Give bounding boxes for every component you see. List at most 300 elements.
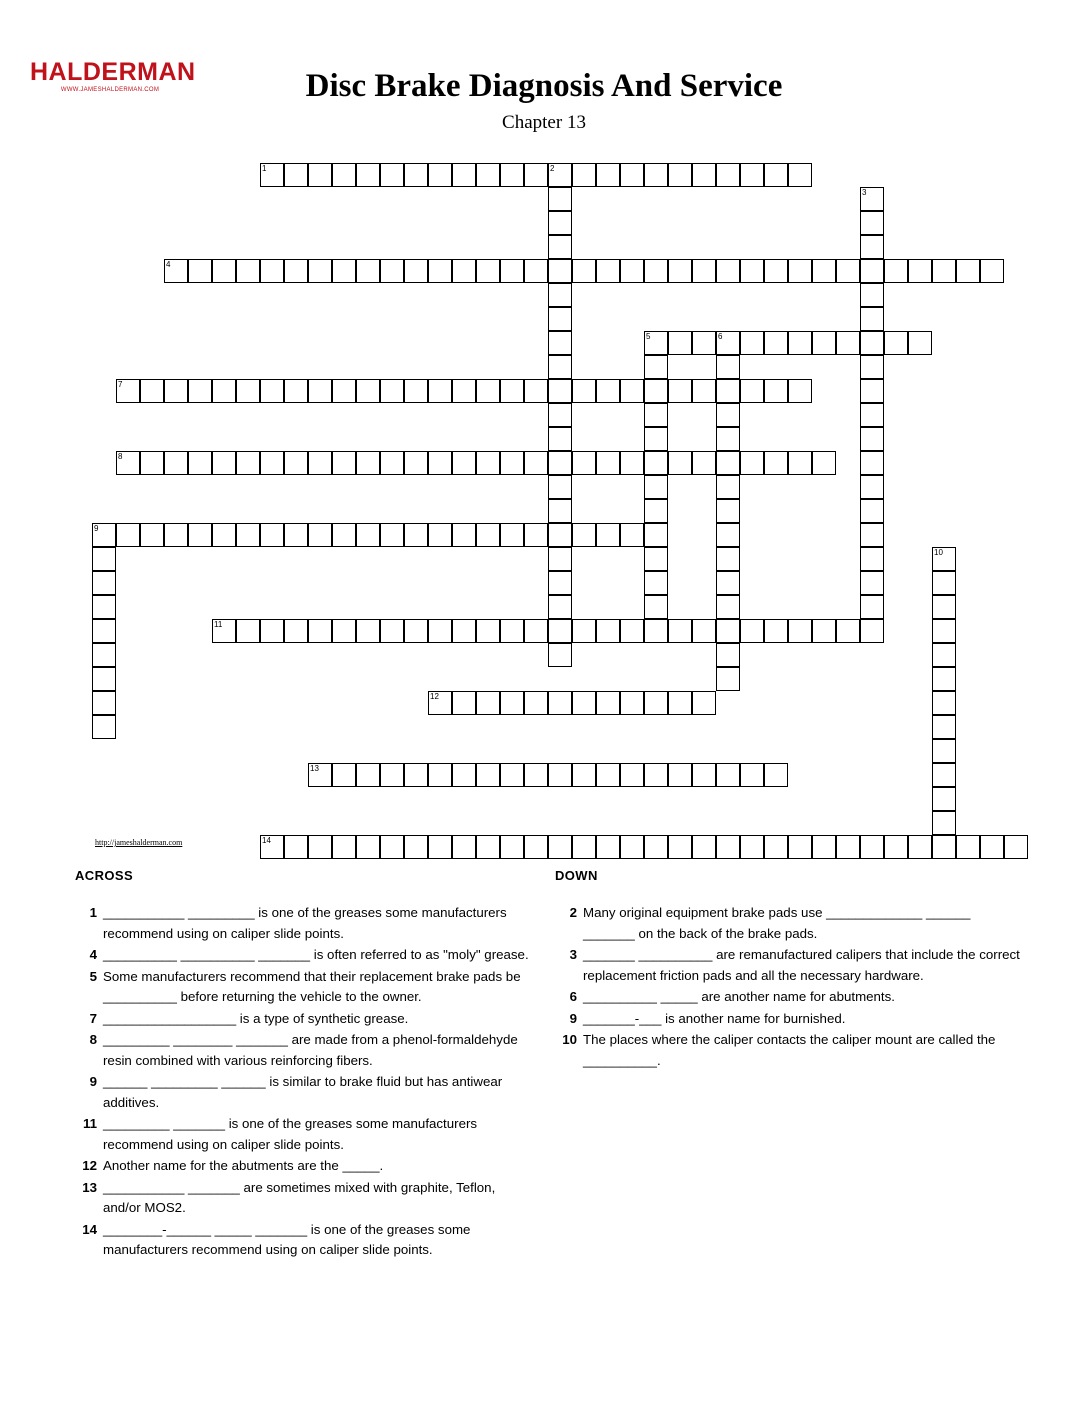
grid-cell[interactable] xyxy=(548,595,572,619)
grid-cell[interactable] xyxy=(932,595,956,619)
grid-cell[interactable] xyxy=(308,379,332,403)
grid-cell[interactable] xyxy=(428,163,452,187)
grid-cell[interactable] xyxy=(596,523,620,547)
grid-cell[interactable] xyxy=(572,619,596,643)
grid-cell[interactable] xyxy=(572,763,596,787)
grid-cell[interactable] xyxy=(740,835,764,859)
grid-cell[interactable] xyxy=(164,379,188,403)
grid-cell[interactable] xyxy=(644,451,668,475)
grid-cell[interactable] xyxy=(884,835,908,859)
grid-cell[interactable] xyxy=(548,547,572,571)
grid-cell[interactable] xyxy=(860,211,884,235)
grid-cell[interactable] xyxy=(572,691,596,715)
grid-cell[interactable] xyxy=(620,259,644,283)
grid-cell[interactable] xyxy=(140,451,164,475)
grid-cell[interactable] xyxy=(548,619,572,643)
grid-cell[interactable] xyxy=(548,355,572,379)
grid-cell[interactable] xyxy=(188,259,212,283)
grid-cell[interactable] xyxy=(932,715,956,739)
grid-cell[interactable] xyxy=(884,259,908,283)
grid-cell[interactable] xyxy=(764,451,788,475)
grid-cell[interactable] xyxy=(500,259,524,283)
grid-cell-start-6[interactable] xyxy=(716,331,740,355)
grid-cell[interactable] xyxy=(308,835,332,859)
grid-cell[interactable] xyxy=(716,259,740,283)
grid-cell[interactable] xyxy=(476,379,500,403)
grid-cell[interactable] xyxy=(620,619,644,643)
grid-cell[interactable] xyxy=(764,835,788,859)
grid-cell[interactable] xyxy=(500,163,524,187)
grid-cell[interactable] xyxy=(596,163,620,187)
grid-cell[interactable] xyxy=(260,451,284,475)
grid-cell[interactable] xyxy=(980,259,1004,283)
grid-cell[interactable] xyxy=(644,763,668,787)
grid-cell[interactable] xyxy=(548,427,572,451)
grid-cell[interactable] xyxy=(572,523,596,547)
grid-cell[interactable] xyxy=(404,763,428,787)
grid-cell[interactable] xyxy=(452,763,476,787)
grid-cell[interactable] xyxy=(332,259,356,283)
grid-cell[interactable] xyxy=(92,547,116,571)
grid-cell[interactable] xyxy=(260,379,284,403)
grid-cell[interactable] xyxy=(668,835,692,859)
grid-cell[interactable] xyxy=(428,451,452,475)
grid-cell[interactable] xyxy=(284,379,308,403)
grid-cell-start-2[interactable] xyxy=(548,163,572,187)
grid-cell[interactable] xyxy=(284,523,308,547)
grid-cell[interactable] xyxy=(572,451,596,475)
grid-cell[interactable] xyxy=(812,331,836,355)
grid-cell[interactable] xyxy=(572,163,596,187)
grid-cell-start-7[interactable] xyxy=(116,379,140,403)
grid-cell[interactable] xyxy=(716,523,740,547)
grid-cell[interactable] xyxy=(92,619,116,643)
grid-cell[interactable] xyxy=(716,763,740,787)
grid-cell[interactable] xyxy=(476,163,500,187)
grid-cell[interactable] xyxy=(548,643,572,667)
grid-cell[interactable] xyxy=(740,259,764,283)
grid-cell[interactable] xyxy=(236,619,260,643)
grid-cell[interactable] xyxy=(788,619,812,643)
grid-cell[interactable] xyxy=(428,619,452,643)
grid-cell[interactable] xyxy=(308,619,332,643)
grid-cell[interactable] xyxy=(164,451,188,475)
grid-cell[interactable] xyxy=(740,163,764,187)
grid-cell[interactable] xyxy=(404,619,428,643)
grid-cell[interactable] xyxy=(764,619,788,643)
grid-cell[interactable] xyxy=(452,691,476,715)
grid-cell[interactable] xyxy=(596,691,620,715)
grid-cell-start-14[interactable] xyxy=(260,835,284,859)
grid-cell[interactable] xyxy=(740,451,764,475)
grid-cell[interactable] xyxy=(548,475,572,499)
grid-cell[interactable] xyxy=(548,307,572,331)
grid-cell[interactable] xyxy=(860,379,884,403)
grid-cell[interactable] xyxy=(356,451,380,475)
grid-cell[interactable] xyxy=(380,523,404,547)
grid-cell[interactable] xyxy=(332,619,356,643)
grid-cell[interactable] xyxy=(548,283,572,307)
grid-cell[interactable] xyxy=(428,835,452,859)
grid-cell[interactable] xyxy=(860,427,884,451)
grid-cell-start-9[interactable] xyxy=(92,523,116,547)
grid-cell[interactable] xyxy=(716,667,740,691)
grid-cell[interactable] xyxy=(404,259,428,283)
grid-cell[interactable] xyxy=(932,739,956,763)
grid-cell[interactable] xyxy=(332,379,356,403)
grid-cell[interactable] xyxy=(716,643,740,667)
grid-cell[interactable] xyxy=(188,451,212,475)
grid-cell[interactable] xyxy=(500,619,524,643)
grid-cell[interactable] xyxy=(644,427,668,451)
grid-cell[interactable] xyxy=(644,403,668,427)
grid-cell[interactable] xyxy=(692,163,716,187)
grid-cell[interactable] xyxy=(572,835,596,859)
grid-cell[interactable] xyxy=(788,331,812,355)
grid-cell[interactable] xyxy=(236,523,260,547)
grid-cell[interactable] xyxy=(596,379,620,403)
grid-cell[interactable] xyxy=(212,379,236,403)
grid-cell[interactable] xyxy=(500,379,524,403)
grid-cell[interactable] xyxy=(788,163,812,187)
grid-cell[interactable] xyxy=(188,379,212,403)
grid-cell[interactable] xyxy=(716,571,740,595)
grid-cell[interactable] xyxy=(476,691,500,715)
grid-cell[interactable] xyxy=(92,691,116,715)
grid-cell[interactable] xyxy=(524,259,548,283)
grid-cell[interactable] xyxy=(404,451,428,475)
grid-cell[interactable] xyxy=(524,835,548,859)
grid-cell-start-3[interactable] xyxy=(860,187,884,211)
grid-cell[interactable] xyxy=(668,619,692,643)
grid-cell[interactable] xyxy=(332,451,356,475)
grid-cell[interactable] xyxy=(812,259,836,283)
grid-cell[interactable] xyxy=(668,163,692,187)
grid-cell[interactable] xyxy=(692,835,716,859)
grid-cell[interactable] xyxy=(932,571,956,595)
grid-cell[interactable] xyxy=(884,331,908,355)
grid-cell[interactable] xyxy=(932,763,956,787)
grid-cell[interactable] xyxy=(932,811,956,835)
grid-cell[interactable] xyxy=(524,523,548,547)
grid-cell[interactable] xyxy=(620,379,644,403)
grid-cell[interactable] xyxy=(644,571,668,595)
grid-cell[interactable] xyxy=(356,259,380,283)
grid-cell[interactable] xyxy=(620,451,644,475)
grid-cell[interactable] xyxy=(668,691,692,715)
grid-cell[interactable] xyxy=(308,259,332,283)
grid-cell[interactable] xyxy=(740,619,764,643)
grid-cell[interactable] xyxy=(524,691,548,715)
grid-cell[interactable] xyxy=(356,523,380,547)
grid-cell[interactable] xyxy=(524,163,548,187)
grid-cell[interactable] xyxy=(260,523,284,547)
grid-cell[interactable] xyxy=(380,451,404,475)
grid-cell[interactable] xyxy=(836,835,860,859)
grid-cell[interactable] xyxy=(788,259,812,283)
grid-cell[interactable] xyxy=(764,331,788,355)
grid-cell[interactable] xyxy=(524,379,548,403)
grid-cell[interactable] xyxy=(548,451,572,475)
grid-cell-start-12[interactable] xyxy=(428,691,452,715)
grid-cell[interactable] xyxy=(908,259,932,283)
grid-cell[interactable] xyxy=(788,835,812,859)
grid-cell[interactable] xyxy=(740,763,764,787)
grid-cell[interactable] xyxy=(404,379,428,403)
grid-cell[interactable] xyxy=(524,619,548,643)
grid-cell[interactable] xyxy=(428,379,452,403)
grid-cell[interactable] xyxy=(764,259,788,283)
grid-cell[interactable] xyxy=(716,835,740,859)
grid-cell[interactable] xyxy=(380,163,404,187)
grid-cell[interactable] xyxy=(548,499,572,523)
grid-cell[interactable] xyxy=(284,619,308,643)
grid-cell[interactable] xyxy=(644,475,668,499)
grid-cell[interactable] xyxy=(620,691,644,715)
grid-cell[interactable] xyxy=(380,379,404,403)
grid-cell[interactable] xyxy=(452,619,476,643)
grid-cell[interactable] xyxy=(356,379,380,403)
grid-cell[interactable] xyxy=(716,475,740,499)
grid-cell[interactable] xyxy=(812,835,836,859)
grid-cell[interactable] xyxy=(572,379,596,403)
grid-cell[interactable] xyxy=(1004,835,1028,859)
grid-cell[interactable] xyxy=(92,667,116,691)
grid-cell[interactable] xyxy=(500,523,524,547)
grid-cell[interactable] xyxy=(548,331,572,355)
grid-cell[interactable] xyxy=(332,523,356,547)
grid-cell[interactable] xyxy=(284,835,308,859)
grid-cell[interactable] xyxy=(260,259,284,283)
grid-cell[interactable] xyxy=(356,835,380,859)
grid-cell[interactable] xyxy=(644,499,668,523)
grid-cell[interactable] xyxy=(644,835,668,859)
grid-cell[interactable] xyxy=(932,667,956,691)
grid-cell[interactable] xyxy=(668,259,692,283)
grid-cell[interactable] xyxy=(404,523,428,547)
grid-cell[interactable] xyxy=(524,451,548,475)
grid-cell[interactable] xyxy=(716,499,740,523)
grid-cell[interactable] xyxy=(452,259,476,283)
grid-cell[interactable] xyxy=(668,451,692,475)
grid-cell[interactable] xyxy=(212,523,236,547)
grid-cell[interactable] xyxy=(860,547,884,571)
grid-cell[interactable] xyxy=(140,379,164,403)
grid-cell[interactable] xyxy=(644,595,668,619)
grid-cell[interactable] xyxy=(860,403,884,427)
grid-cell[interactable] xyxy=(500,691,524,715)
grid-cell[interactable] xyxy=(692,619,716,643)
grid-cell[interactable] xyxy=(380,619,404,643)
grid-cell[interactable] xyxy=(668,379,692,403)
grid-cell[interactable] xyxy=(716,355,740,379)
grid-cell[interactable] xyxy=(476,763,500,787)
grid-cell[interactable] xyxy=(332,763,356,787)
grid-cell[interactable] xyxy=(476,619,500,643)
grid-cell[interactable] xyxy=(548,235,572,259)
grid-cell[interactable] xyxy=(356,763,380,787)
grid-cell[interactable] xyxy=(692,331,716,355)
grid-cell[interactable] xyxy=(908,331,932,355)
grid-cell[interactable] xyxy=(428,523,452,547)
grid-cell[interactable] xyxy=(836,331,860,355)
grid-cell[interactable] xyxy=(716,619,740,643)
grid-cell[interactable] xyxy=(860,307,884,331)
grid-cell[interactable] xyxy=(788,451,812,475)
grid-cell[interactable] xyxy=(836,259,860,283)
grid-cell[interactable] xyxy=(308,163,332,187)
grid-cell[interactable] xyxy=(308,451,332,475)
grid-cell[interactable] xyxy=(956,835,980,859)
grid-cell[interactable] xyxy=(692,451,716,475)
grid-cell[interactable] xyxy=(500,763,524,787)
grid-cell[interactable] xyxy=(932,835,956,859)
grid-cell[interactable] xyxy=(860,595,884,619)
grid-cell[interactable] xyxy=(548,691,572,715)
grid-cell[interactable] xyxy=(236,259,260,283)
grid-cell[interactable] xyxy=(548,763,572,787)
grid-cell[interactable] xyxy=(596,835,620,859)
grid-cell[interactable] xyxy=(860,331,884,355)
grid-cell[interactable] xyxy=(476,451,500,475)
grid-cell[interactable] xyxy=(860,571,884,595)
grid-cell-start-1[interactable] xyxy=(260,163,284,187)
grid-cell[interactable] xyxy=(740,379,764,403)
grid-cell[interactable] xyxy=(428,259,452,283)
grid-cell[interactable] xyxy=(644,379,668,403)
grid-cell[interactable] xyxy=(476,835,500,859)
grid-cell[interactable] xyxy=(92,643,116,667)
grid-cell-start-13[interactable] xyxy=(308,763,332,787)
grid-cell[interactable] xyxy=(548,403,572,427)
grid-cell[interactable] xyxy=(692,691,716,715)
grid-cell[interactable] xyxy=(452,451,476,475)
grid-cell[interactable] xyxy=(932,691,956,715)
grid-cell[interactable] xyxy=(620,835,644,859)
grid-cell[interactable] xyxy=(596,259,620,283)
grid-cell[interactable] xyxy=(860,235,884,259)
grid-cell[interactable] xyxy=(596,763,620,787)
grid-cell[interactable] xyxy=(212,451,236,475)
grid-cell-start-8[interactable] xyxy=(116,451,140,475)
grid-cell[interactable] xyxy=(932,643,956,667)
grid-cell[interactable] xyxy=(92,571,116,595)
grid-cell[interactable] xyxy=(596,619,620,643)
grid-cell-start-11[interactable] xyxy=(212,619,236,643)
grid-cell-start-4[interactable] xyxy=(164,259,188,283)
grid-cell[interactable] xyxy=(644,619,668,643)
grid-cell[interactable] xyxy=(452,835,476,859)
grid-cell[interactable] xyxy=(668,331,692,355)
grid-cell[interactable] xyxy=(740,331,764,355)
grid-cell[interactable] xyxy=(908,835,932,859)
grid-cell[interactable] xyxy=(548,835,572,859)
grid-cell[interactable] xyxy=(380,835,404,859)
grid-cell[interactable] xyxy=(548,259,572,283)
grid-cell[interactable] xyxy=(476,259,500,283)
grid-cell[interactable] xyxy=(956,259,980,283)
grid-cell[interactable] xyxy=(692,763,716,787)
grid-cell[interactable] xyxy=(644,163,668,187)
grid-cell[interactable] xyxy=(284,163,308,187)
grid-cell[interactable] xyxy=(284,451,308,475)
grid-cell[interactable] xyxy=(572,259,596,283)
grid-cell[interactable] xyxy=(500,451,524,475)
grid-cell[interactable] xyxy=(284,259,308,283)
grid-cell[interactable] xyxy=(404,163,428,187)
grid-cell[interactable] xyxy=(860,835,884,859)
grid-cell[interactable] xyxy=(860,283,884,307)
grid-cell[interactable] xyxy=(668,763,692,787)
grid-cell[interactable] xyxy=(212,259,236,283)
grid-cell[interactable] xyxy=(524,763,548,787)
grid-cell[interactable] xyxy=(332,163,356,187)
grid-cell[interactable] xyxy=(452,523,476,547)
grid-cell[interactable] xyxy=(644,547,668,571)
grid-cell[interactable] xyxy=(860,355,884,379)
grid-cell[interactable] xyxy=(716,451,740,475)
grid-cell[interactable] xyxy=(716,595,740,619)
grid-cell[interactable] xyxy=(92,595,116,619)
grid-cell[interactable] xyxy=(548,523,572,547)
grid-cell[interactable] xyxy=(716,163,740,187)
grid-cell[interactable] xyxy=(308,523,332,547)
grid-cell[interactable] xyxy=(620,163,644,187)
grid-cell[interactable] xyxy=(404,835,428,859)
grid-cell[interactable] xyxy=(932,259,956,283)
grid-cell[interactable] xyxy=(476,523,500,547)
grid-cell[interactable] xyxy=(836,619,860,643)
grid-cell[interactable] xyxy=(860,523,884,547)
grid-cell[interactable] xyxy=(380,763,404,787)
grid-cell[interactable] xyxy=(236,451,260,475)
grid-cell[interactable] xyxy=(140,523,164,547)
grid-cell[interactable] xyxy=(236,379,260,403)
grid-cell[interactable] xyxy=(116,523,140,547)
grid-cell[interactable] xyxy=(548,379,572,403)
grid-cell[interactable] xyxy=(644,259,668,283)
grid-cell[interactable] xyxy=(452,379,476,403)
grid-cell[interactable] xyxy=(716,403,740,427)
grid-cell[interactable] xyxy=(500,835,524,859)
grid-cell-start-5[interactable] xyxy=(644,331,668,355)
grid-cell[interactable] xyxy=(860,499,884,523)
grid-cell[interactable] xyxy=(428,763,452,787)
grid-cell[interactable] xyxy=(356,619,380,643)
grid-cell[interactable] xyxy=(620,523,644,547)
grid-cell[interactable] xyxy=(644,691,668,715)
grid-cell[interactable] xyxy=(980,835,1004,859)
grid-cell[interactable] xyxy=(812,451,836,475)
grid-cell[interactable] xyxy=(716,547,740,571)
grid-cell[interactable] xyxy=(620,763,644,787)
grid-cell[interactable] xyxy=(644,523,668,547)
grid-cell[interactable] xyxy=(764,379,788,403)
grid-cell[interactable] xyxy=(812,619,836,643)
grid-cell[interactable] xyxy=(380,259,404,283)
grid-cell[interactable] xyxy=(260,619,284,643)
grid-cell[interactable] xyxy=(548,571,572,595)
grid-cell[interactable] xyxy=(860,619,884,643)
grid-cell[interactable] xyxy=(860,475,884,499)
grid-cell[interactable] xyxy=(932,619,956,643)
grid-cell[interactable] xyxy=(92,715,116,739)
grid-cell-start-10[interactable] xyxy=(932,547,956,571)
grid-cell[interactable] xyxy=(716,427,740,451)
grid-cell[interactable] xyxy=(548,187,572,211)
grid-cell[interactable] xyxy=(716,379,740,403)
grid-cell[interactable] xyxy=(332,835,356,859)
